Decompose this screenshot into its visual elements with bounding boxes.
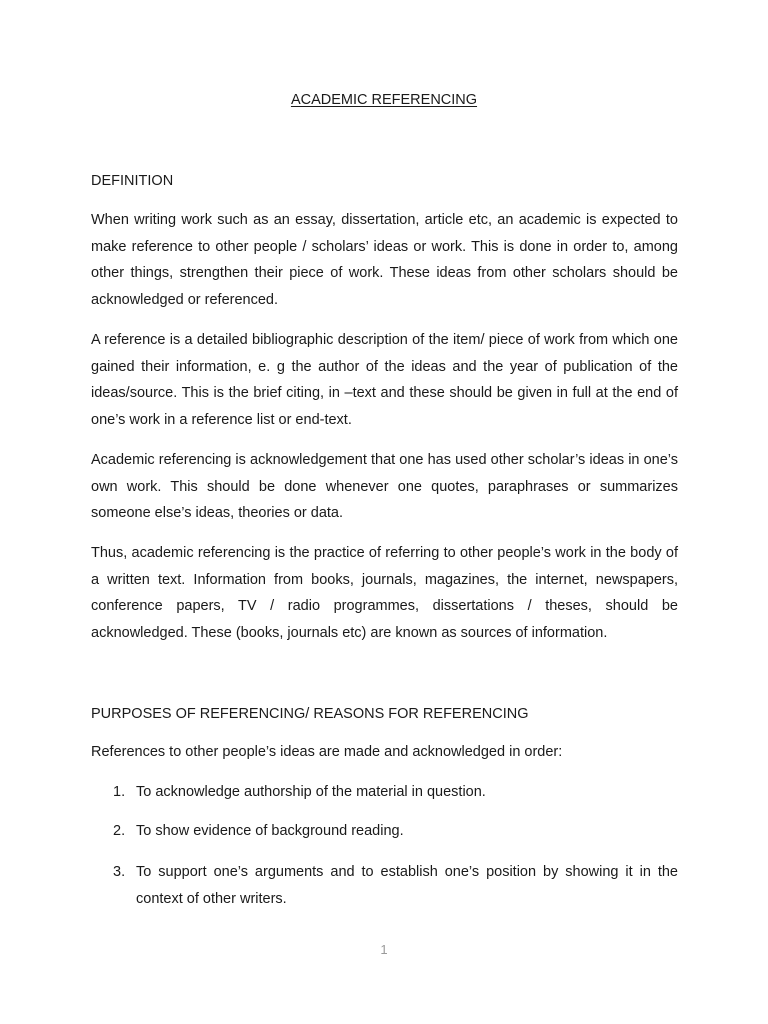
definition-heading: DEFINITION bbox=[91, 173, 174, 189]
definition-paragraph-2: A reference is a detailed bibliographic description of the item/ piece of work from which one gained their information, e. g the author of the ideas and the year of publication of the ideas/source. This is the brief citing, in –text and these should be given in full at the end of one’s work in a reference list or end-text. bbox=[91, 332, 678, 428]
list-item-number: 1. bbox=[113, 784, 126, 800]
definition-paragraph-3: Academic referencing is acknowledgement that one has used other scholar’s ideas in one’s own work. This should be done whenever one quotes, paraphrases or summarizes someone else’s ideas, theories or data. bbox=[91, 452, 678, 522]
definition-paragraph-1: When writing work such as an essay, dissertation, article etc, an academic is expected to make reference to other people / scholars’ ideas or work. This is done in order to, among other things, strengthen their piece of work. These ideas from other scholars should be acknowledged or referenced. bbox=[91, 212, 678, 308]
list-item-text: To show evidence of background reading. bbox=[136, 823, 404, 839]
list-item bbox=[91, 779, 678, 806]
purposes-intro: References to other people’s ideas are made and acknowledged in order: bbox=[91, 744, 563, 760]
list-item bbox=[91, 859, 678, 912]
definition-paragraph-4: Thus, academic referencing is the practice of referring to other people’s work in the body of a written text. Information from books, journals, magazines, the internet, newspapers, conference papers, TV / radio programmes, dissertations / theses, should be acknowledged. These (books, journals etc) are known as sources of information. bbox=[91, 545, 678, 641]
list-item-text: To support one’s arguments and to establish one’s position by showing it in the context of other writers. bbox=[136, 864, 678, 907]
list-item-number: 3. bbox=[113, 864, 126, 880]
list-item-text: To acknowledge authorship of the material in question. bbox=[136, 784, 486, 800]
document-title: ACADEMIC REFERENCING bbox=[290, 92, 478, 108]
page-number: 1 bbox=[380, 942, 388, 957]
list-item-number: 2. bbox=[113, 823, 126, 839]
list-item bbox=[91, 818, 678, 845]
purposes-heading: PURPOSES OF REFERENCING/ REASONS FOR REFERENCING bbox=[91, 706, 529, 722]
